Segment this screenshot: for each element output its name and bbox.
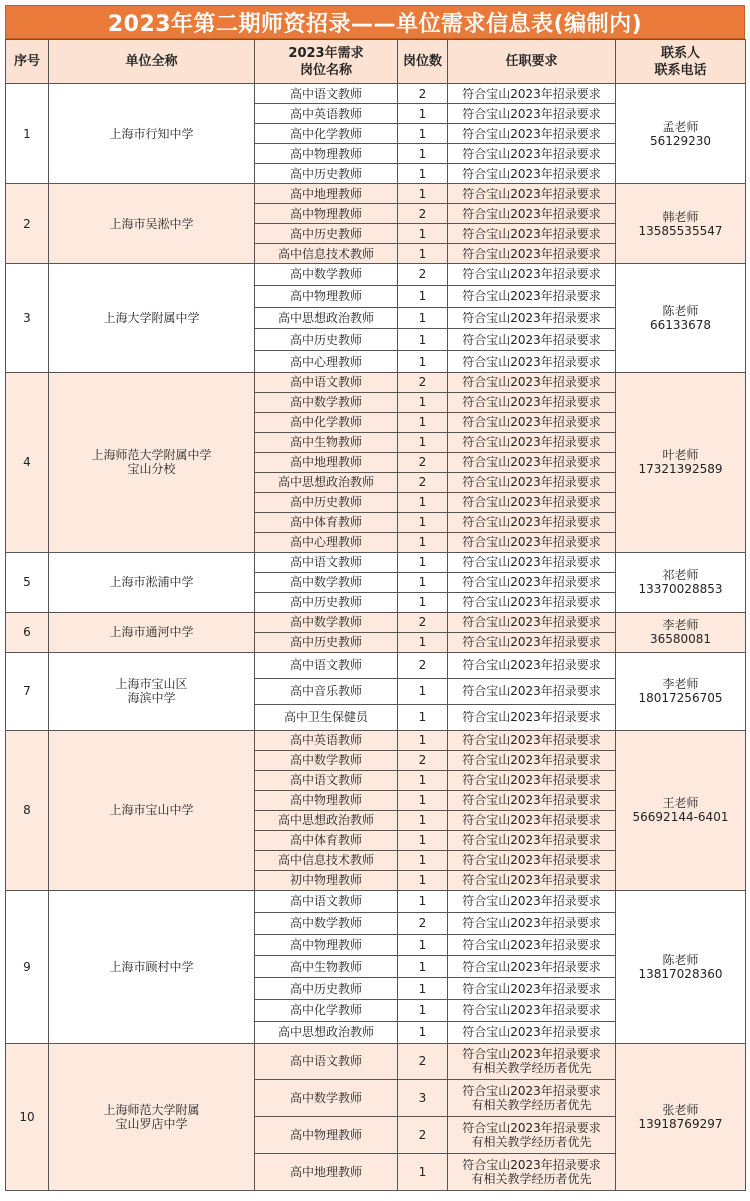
cell-requirement: [448, 285, 616, 307]
contact-name: 李老师: [662, 618, 699, 633]
header-contact: [616, 40, 746, 84]
cell-requirement: [448, 512, 616, 532]
requirement-line: 符合宝山2023年招录要求: [462, 753, 601, 768]
cell-seq: 9: [6, 890, 49, 1043]
cell-position: 高中心理教师: [255, 532, 398, 552]
cell-position: 高中思想政治教师: [255, 1021, 398, 1043]
contact-phone: 56129230: [649, 133, 712, 148]
requirement-line: 符合宝山2023年招录要求: [462, 813, 601, 828]
cell-position: 高中语文教师: [255, 84, 398, 104]
cell-position: 高中语文教师: [255, 1043, 398, 1080]
contact-phone: 18017256705: [638, 691, 723, 706]
requirement-line: 符合宝山2023年招录要求: [462, 981, 601, 996]
table-row: [6, 1043, 746, 1080]
cell-count: 3: [398, 1080, 448, 1117]
table-row: [6, 652, 746, 678]
cell-count: 1: [398, 830, 448, 850]
cell-position: 高中数学教师: [255, 572, 398, 592]
cell-position: 高中数学教师: [255, 1080, 398, 1117]
cell-requirement: [448, 750, 616, 770]
table-row: [6, 84, 746, 104]
cell-unit: [49, 264, 255, 373]
cell-requirement: [448, 678, 616, 704]
cell-count: 2: [398, 1117, 448, 1154]
cell-position: 高中数学教师: [255, 912, 398, 934]
cell-unit: [49, 84, 255, 184]
cell-requirement: [448, 890, 616, 912]
cell-requirement: [448, 492, 616, 512]
cell-count: 1: [398, 329, 448, 351]
requirement-line: 符合宝山2023年招录要求: [462, 658, 601, 673]
unit-name-line: 上海师范大学附属中学: [91, 448, 212, 463]
contact-name: 韩老师: [662, 209, 699, 224]
table-row: [6, 730, 746, 750]
contact-phone: 13817028360: [638, 966, 723, 981]
header-row: [6, 40, 746, 84]
cell-position: 高中思想政治教师: [255, 472, 398, 492]
cell-position: 高中历史教师: [255, 978, 398, 1000]
cell-requirement: [448, 632, 616, 652]
cell-seq: 2: [6, 184, 49, 264]
requirement-line: 符合宝山2023年招录要求: [462, 853, 601, 868]
cell-contact: [616, 372, 746, 552]
cell-count: 1: [398, 770, 448, 790]
contact-name: 陈老师: [662, 952, 699, 967]
contact-name: 王老师: [662, 796, 699, 811]
cell-position: 高中数学教师: [255, 392, 398, 412]
cell-count: 1: [398, 307, 448, 329]
cell-count: 1: [398, 1021, 448, 1043]
header-contact-line1: 联系人: [660, 45, 700, 61]
cell-position: 高中化学教师: [255, 412, 398, 432]
cell-seq: 3: [6, 264, 49, 373]
requirement-line: 符合宝山2023年招录要求: [462, 146, 601, 161]
cell-position: 高中历史教师: [255, 224, 398, 244]
contact-phone: 13370028853: [638, 582, 723, 597]
requirement-line: 符合宝山2023年招录要求: [462, 793, 601, 808]
requirement-line: 符合宝山2023年招录要求: [462, 206, 601, 221]
cell-requirement: [448, 572, 616, 592]
requirement-line: 符合宝山2023年招录要求: [462, 555, 601, 570]
cell-position: 高中物理教师: [255, 144, 398, 164]
cell-position: 高中化学教师: [255, 999, 398, 1021]
cell-requirement: [448, 432, 616, 452]
contact-phone: 56692144-6401: [632, 810, 729, 825]
requirement-line: 符合宝山2023年招录要求: [462, 354, 601, 369]
header-position-line1: 2023年需求: [288, 45, 364, 61]
cell-unit: [49, 552, 255, 612]
cell-requirement: [448, 351, 616, 373]
cell-count: 1: [398, 104, 448, 124]
requirement-line: 符合宝山2023年招录要求: [462, 1003, 601, 1018]
requirement-line: 符合宝山2023年招录要求: [462, 455, 601, 470]
cell-position: 高中物理教师: [255, 204, 398, 224]
requirement-line: 符合宝山2023年招录要求: [462, 435, 601, 450]
cell-position: 高中语文教师: [255, 552, 398, 572]
cell-count: 1: [398, 552, 448, 572]
unit-name-line: 海滨中学: [127, 691, 176, 706]
requirement-line: 符合宝山2023年招录要求: [462, 166, 601, 181]
table-row: [6, 264, 746, 286]
cell-requirement: [448, 1153, 616, 1190]
requirement-line: 符合宝山2023年招录要求: [462, 106, 601, 121]
unit-name-line: 上海市宝山中学: [109, 803, 194, 818]
cell-position: 高中语文教师: [255, 372, 398, 392]
cell-requirement: [448, 307, 616, 329]
contact-phone: 36580081: [649, 632, 712, 647]
cell-requirement: [448, 870, 616, 890]
cell-position: 高中信息技术教师: [255, 244, 398, 264]
cell-requirement: [448, 956, 616, 978]
unit-name-line: 宝山分校: [127, 462, 176, 477]
cell-seq: 1: [6, 84, 49, 184]
cell-count: 1: [398, 432, 448, 452]
cell-count: 2: [398, 472, 448, 492]
cell-unit: [49, 1043, 255, 1190]
cell-position: 高中体育教师: [255, 512, 398, 532]
requirement-line: 符合宝山2023年招录要求: [462, 873, 601, 888]
cell-count: 2: [398, 84, 448, 104]
requirement-line: 符合宝山2023年招录要求: [462, 1084, 601, 1099]
cell-requirement: [448, 392, 616, 412]
cell-count: 1: [398, 184, 448, 204]
header-position: [255, 40, 398, 84]
cell-requirement: [448, 704, 616, 730]
cell-position: 高中思想政治教师: [255, 810, 398, 830]
cell-requirement: [448, 552, 616, 572]
cell-count: 1: [398, 1153, 448, 1190]
cell-unit: [49, 612, 255, 652]
contact-phone: 66133678: [649, 317, 712, 332]
cell-count: 1: [398, 351, 448, 373]
requirement-line: 符合宝山2023年招录要求: [462, 1121, 601, 1136]
cell-seq: 7: [6, 652, 49, 730]
cell-position: 高中语文教师: [255, 890, 398, 912]
cell-count: 2: [398, 1043, 448, 1080]
cell-contact: [616, 652, 746, 730]
unit-name-line: 上海市行知中学: [109, 126, 194, 141]
contact-name: 李老师: [662, 677, 699, 692]
cell-position: 高中语文教师: [255, 770, 398, 790]
header-count: 岗位数: [398, 40, 448, 84]
cell-requirement: [448, 204, 616, 224]
cell-requirement: [448, 1043, 616, 1080]
cell-requirement: [448, 790, 616, 810]
cell-requirement: [448, 934, 616, 956]
cell-count: 1: [398, 164, 448, 184]
requirement-line: 符合宝山2023年招录要求: [462, 186, 601, 201]
cell-count: 1: [398, 934, 448, 956]
cell-requirement: [448, 164, 616, 184]
cell-position: 高中数学教师: [255, 264, 398, 286]
cell-seq: 6: [6, 612, 49, 652]
requirement-line: 符合宝山2023年招录要求: [462, 289, 601, 304]
cell-requirement: [448, 652, 616, 678]
header-contact-line2: 联系电话: [654, 62, 707, 78]
requirement-line: 符合宝山2023年招录要求: [462, 615, 601, 630]
requirement-line: 符合宝山2023年招录要求: [462, 515, 601, 530]
table-row: [6, 372, 746, 392]
cell-count: 1: [398, 285, 448, 307]
cell-requirement: [448, 104, 616, 124]
cell-requirement: [448, 978, 616, 1000]
cell-count: 1: [398, 870, 448, 890]
cell-count: 1: [398, 224, 448, 244]
requirement-line: 符合宝山2023年招录要求: [462, 1025, 601, 1040]
requirement-line: 符合宝山2023年招录要求: [462, 575, 601, 590]
unit-name-line: 上海大学附属中学: [103, 310, 200, 325]
cell-count: 1: [398, 678, 448, 704]
cell-count: 1: [398, 810, 448, 830]
requirement-line: 符合宝山2023年招录要求: [462, 595, 601, 610]
cell-count: 2: [398, 452, 448, 472]
header-position-line2: 岗位名称: [299, 62, 352, 78]
cell-position: 高中数学教师: [255, 750, 398, 770]
requirement-line: 符合宝山2023年招录要求: [462, 959, 601, 974]
requirement-line: 符合宝山2023年招录要求: [462, 1047, 601, 1062]
cell-position: 高中历史教师: [255, 329, 398, 351]
cell-seq: 8: [6, 730, 49, 890]
cell-count: 1: [398, 244, 448, 264]
cell-count: 1: [398, 392, 448, 412]
header-requirement: 任职要求: [448, 40, 616, 84]
cell-contact: [616, 552, 746, 612]
cell-seq: 5: [6, 552, 49, 612]
cell-count: 1: [398, 730, 448, 750]
cell-requirement: [448, 472, 616, 492]
cell-position: 高中地理教师: [255, 184, 398, 204]
cell-requirement: [448, 452, 616, 472]
requirement-line: 符合宝山2023年招录要求: [462, 535, 601, 550]
cell-count: 2: [398, 750, 448, 770]
cell-position: 高中体育教师: [255, 830, 398, 850]
cell-contact: [616, 730, 746, 890]
table-row: [6, 184, 746, 204]
cell-requirement: [448, 730, 616, 750]
cell-requirement: [448, 592, 616, 612]
requirement-line: 符合宝山2023年招录要求: [462, 246, 601, 261]
cell-count: 1: [398, 144, 448, 164]
cell-requirement: [448, 850, 616, 870]
cell-position: 高中历史教师: [255, 592, 398, 612]
unit-name-line: 上海市宝山区: [115, 677, 188, 692]
contact-phone: 13918769297: [638, 1116, 723, 1131]
cell-position: 高中地理教师: [255, 1153, 398, 1190]
cell-count: 2: [398, 652, 448, 678]
cell-position: 高中物理教师: [255, 1117, 398, 1154]
requirement-line: 符合宝山2023年招录要求: [462, 310, 601, 325]
cell-position: 高中历史教师: [255, 164, 398, 184]
requirement-line: 符合宝山2023年招录要求: [462, 395, 601, 410]
requirement-line: 符合宝山2023年招录要求: [462, 226, 601, 241]
requirement-line: 符合宝山2023年招录要求: [462, 126, 601, 141]
cell-unit: [49, 730, 255, 890]
requirement-line: 有相关教学经历者优先: [471, 1135, 592, 1150]
requirement-line: 符合宝山2023年招录要求: [462, 916, 601, 931]
cell-position: 高中心理教师: [255, 351, 398, 373]
cell-count: 1: [398, 632, 448, 652]
cell-position: 高中卫生保健员: [255, 704, 398, 730]
cell-count: 2: [398, 612, 448, 632]
cell-requirement: [448, 1021, 616, 1043]
cell-position: 高中历史教师: [255, 492, 398, 512]
requirement-line: 符合宝山2023年招录要求: [462, 375, 601, 390]
cell-position: 高中信息技术教师: [255, 850, 398, 870]
cell-position: 高中化学教师: [255, 124, 398, 144]
cell-count: 1: [398, 532, 448, 552]
cell-requirement: [448, 372, 616, 392]
cell-requirement: [448, 224, 616, 244]
requirement-line: 有相关教学经历者优先: [471, 1061, 592, 1076]
cell-contact: [616, 84, 746, 184]
requirement-line: 符合宝山2023年招录要求: [462, 710, 601, 725]
requirement-line: 符合宝山2023年招录要求: [462, 495, 601, 510]
unit-name-line: 上海市吴淞中学: [109, 216, 194, 231]
cell-count: 1: [398, 978, 448, 1000]
cell-position: 高中音乐教师: [255, 678, 398, 704]
cell-requirement: [448, 244, 616, 264]
requirement-line: 符合宝山2023年招录要求: [462, 635, 601, 650]
contact-phone: 13585535547: [638, 223, 723, 238]
requirement-line: 符合宝山2023年招录要求: [462, 773, 601, 788]
requirement-line: 符合宝山2023年招录要求: [462, 267, 601, 282]
contact-name: 祁老师: [662, 568, 699, 583]
cell-unit: [49, 652, 255, 730]
cell-count: 2: [398, 912, 448, 934]
cell-count: 2: [398, 264, 448, 286]
cell-unit: [49, 184, 255, 264]
cell-requirement: [448, 532, 616, 552]
cell-contact: [616, 612, 746, 652]
unit-name-line: 上海市顾村中学: [109, 959, 194, 974]
requirement-line: 有相关教学经历者优先: [471, 1171, 592, 1186]
cell-seq: 10: [6, 1043, 49, 1190]
cell-seq: 4: [6, 372, 49, 552]
cell-contact: [616, 1043, 746, 1190]
cell-count: 1: [398, 890, 448, 912]
cell-position: 高中历史教师: [255, 632, 398, 652]
cell-count: 1: [398, 704, 448, 730]
cell-contact: [616, 264, 746, 373]
cell-count: 1: [398, 492, 448, 512]
header-unit: 单位全称: [49, 40, 255, 84]
cell-requirement: [448, 412, 616, 432]
contact-name: 叶老师: [662, 448, 699, 463]
cell-requirement: [448, 810, 616, 830]
unit-name-line: 上海师范大学附属: [103, 1102, 200, 1117]
cell-requirement: [448, 144, 616, 164]
cell-count: 1: [398, 956, 448, 978]
cell-count: 1: [398, 850, 448, 870]
cell-position: 高中生物教师: [255, 432, 398, 452]
cell-count: 1: [398, 412, 448, 432]
unit-name-line: 上海市淞浦中学: [109, 575, 194, 590]
cell-count: 1: [398, 572, 448, 592]
contact-phone: 17321392589: [638, 462, 723, 477]
cell-requirement: [448, 830, 616, 850]
cell-requirement: [448, 770, 616, 790]
cell-contact: [616, 184, 746, 264]
table-body: [6, 84, 746, 1191]
cell-requirement: [448, 84, 616, 104]
cell-position: 高中物理教师: [255, 285, 398, 307]
page-title: 2023年第二期师资招录——单位需求信息表(编制内): [5, 5, 745, 39]
cell-position: 高中地理教师: [255, 452, 398, 472]
recruitment-table: [5, 39, 746, 1191]
cell-position: 高中物理教师: [255, 934, 398, 956]
cell-requirement: [448, 912, 616, 934]
cell-count: 1: [398, 790, 448, 810]
cell-count: 1: [398, 124, 448, 144]
cell-count: 1: [398, 999, 448, 1021]
requirement-line: 符合宝山2023年招录要求: [462, 733, 601, 748]
cell-unit: [49, 372, 255, 552]
cell-position: 高中英语教师: [255, 104, 398, 124]
cell-requirement: [448, 184, 616, 204]
requirement-line: 符合宝山2023年招录要求: [462, 833, 601, 848]
contact-name: 张老师: [662, 1102, 699, 1117]
cell-requirement: [448, 612, 616, 632]
cell-position: 高中物理教师: [255, 790, 398, 810]
unit-name-line: 宝山罗店中学: [115, 1116, 188, 1131]
cell-requirement: [448, 124, 616, 144]
cell-position: 高中语文教师: [255, 652, 398, 678]
unit-name-line: 上海市通河中学: [109, 625, 194, 640]
contact-name: 孟老师: [662, 119, 699, 134]
cell-requirement: [448, 1080, 616, 1117]
cell-position: 高中英语教师: [255, 730, 398, 750]
table-row: [6, 552, 746, 572]
cell-requirement: [448, 264, 616, 286]
header-seq: 序号: [6, 40, 49, 84]
requirement-line: 符合宝山2023年招录要求: [462, 475, 601, 490]
contact-name: 陈老师: [662, 303, 699, 318]
cell-unit: [49, 890, 255, 1043]
requirement-line: 符合宝山2023年招录要求: [462, 937, 601, 952]
cell-requirement: [448, 329, 616, 351]
requirement-line: 符合宝山2023年招录要求: [462, 86, 601, 101]
requirement-line: 有相关教学经历者优先: [471, 1098, 592, 1113]
requirement-line: 符合宝山2023年招录要求: [462, 894, 601, 909]
cell-position: 高中数学教师: [255, 612, 398, 632]
cell-count: 2: [398, 372, 448, 392]
cell-position: 高中生物教师: [255, 956, 398, 978]
cell-requirement: [448, 999, 616, 1021]
cell-count: 2: [398, 204, 448, 224]
cell-position: 初中物理教师: [255, 870, 398, 890]
requirement-line: 符合宝山2023年招录要求: [462, 332, 601, 347]
cell-position: 高中思想政治教师: [255, 307, 398, 329]
cell-count: 1: [398, 592, 448, 612]
cell-count: 1: [398, 512, 448, 532]
requirement-line: 符合宝山2023年招录要求: [462, 415, 601, 430]
table-row: [6, 890, 746, 912]
cell-requirement: [448, 1117, 616, 1154]
table-row: [6, 612, 746, 632]
requirement-line: 符合宝山2023年招录要求: [462, 684, 601, 699]
cell-contact: [616, 890, 746, 1043]
requirement-line: 符合宝山2023年招录要求: [462, 1157, 601, 1172]
